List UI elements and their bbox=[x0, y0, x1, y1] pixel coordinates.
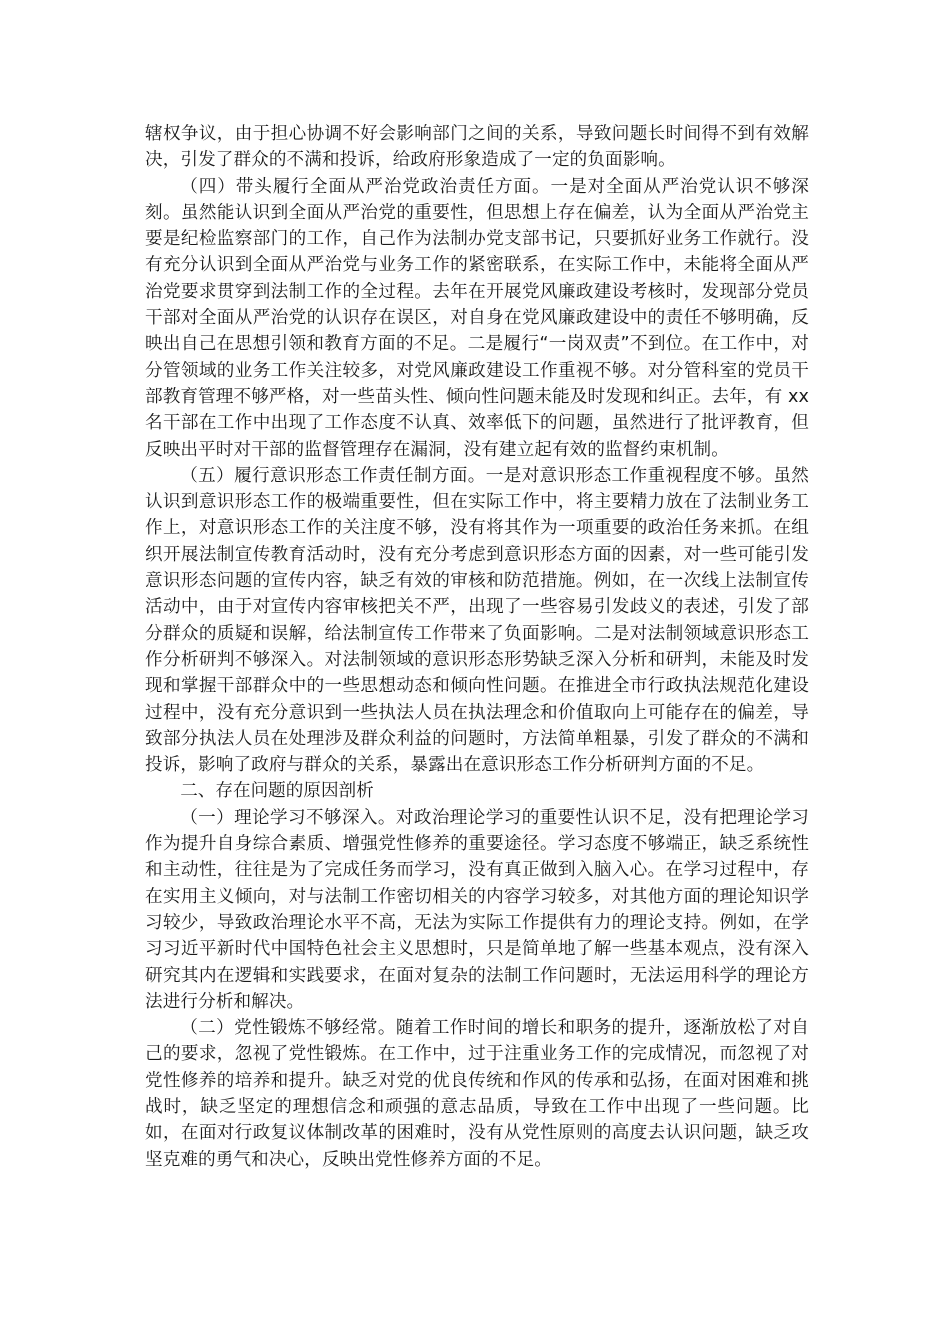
paragraph-section-five: （五）履行意识形态工作责任制方面。一是对意识形态工作重视程度不够。虽然认识到意识形态工作的极端重要性，但在实际工作中，将主要精力放在了法制业务工作上，对意识形态工作的关注度不够，没有将其作为一项重要的政治任务来抓。在组织开展法制宣传教育活动时，没有充分考虑到意识形态方面的因素，对一些可能引发意识形态问题的宣传内容，缺乏有效的审核和防范措施。例如，在一次线上法制宣传活动中，由于对宣传内容审核把关不严，出现了一些容易引发歧义的表述，引发了部分群众的质疑和误解，给法制宣传工作带来了负面影响。二是对法制领域意识形态工作分析研判不够深入。对法制领域的意识形态形势缺乏深入分析和研判，未能及时发现和掌握干部群众中的一些思想动态和倾向性问题。在推进全市行政执法规范化建设过程中，没有充分意识到一些执法人员在执法理念和价值取向上可能存在的偏差，导致部分执法人员在处理涉及群众利益的问题时，方法简单粗暴，引发了群众的不满和投诉，影响了政府与群众的关系，暴露出在意识形态工作分析研判方面的不足。 bbox=[145, 465, 809, 776]
section-heading-causes: 二、存在问题的原因剖析 bbox=[180, 781, 374, 802]
paragraph-continuation: 辖权争议，由于担心协调不好会影响部门之间的关系，导致问题长时间得不到有效解决，引发了群众的不满和投诉，给政府形象造成了一定的负面影响。 bbox=[145, 124, 809, 171]
paragraph-cause-two: （二）党性锻炼不够经常。随着工作时间的增长和职务的提升，逐渐放松了对自己的要求，忽视了党性锻炼。在工作中，过于注重业务工作的完成情况，而忽视了对党性修养的培养和提升。缺乏对党的优良传统和作风的传承和弘扬，在面对困难和挑战时，缺乏坚定的理想信念和顽强的意志品质，导致在工作中出现了一些问题。比如，在面对行政复议体制改革的困难时，没有从党性原则的高度去认识问题，缺乏攻坚克难的勇气和决心，反映出党性修养方面的不足。 bbox=[145, 1018, 809, 1170]
paragraph-cause-one: （一）理论学习不够深入。对政治理论学习的重要性认识不足，没有把理论学习作为提升自身综合素质、增强党性修养的重要途径。学习态度不够端正，缺乏系统性和主动性，往往是为了完成任务而学习，没有真正做到入脑入心。在学习过程中，存在实用主义倾向，对与法制工作密切相关的内容学习较多，对其他方面的理论知识学习较少，导致政治理论水平不高，无法为实际工作提供有力的理论支持。例如，在学习习近平新时代中国特色社会主义思想时，只是简单地了解一些基本观点，没有深入研究其内在逻辑和实践要求，在面对复杂的法制工作问题时，无法运用科学的理论方法进行分析和解决。 bbox=[145, 807, 809, 1012]
paragraph-section-four: （四）带头履行全面从严治党政治责任方面。一是对全面从严治党认识不够深刻。虽然能认识到全面从严治党的重要性，但思想上存在偏差，认为全面从严治党主要是纪检监察部门的工作，自己作为法制办党支部书记，只要抓好业务工作就行。没有充分认识到全面从严治党与业务工作的紧密联系，在实际工作中，未能将全面从严治党要求贯穿到法制工作的全过程。去年在开展党风廉政建设考核时，发现部分党员干部对全面从严治党的认识存在误区，对自身在党风廉政建设中的责任不够明确，反映出自己在思想引领和教育方面的不足。二是履行“一岗双责”不到位。在工作中，对分管领域的业务工作关注较多，对党风廉政建设工作重视不够。对分管科室的党员干部教育管理不够严格，对一些苗头性、倾向性问题未能及时发现和纠正。去年，有 xx 名干部在工作中出现了工作态度不认真、效率低下的问题，虽然进行了批评教育，但反映出平时对干部的监督管理存在漏洞，没有建立起有效的监督约束机制。 bbox=[145, 176, 809, 460]
document-page bbox=[145, 121, 809, 1173]
